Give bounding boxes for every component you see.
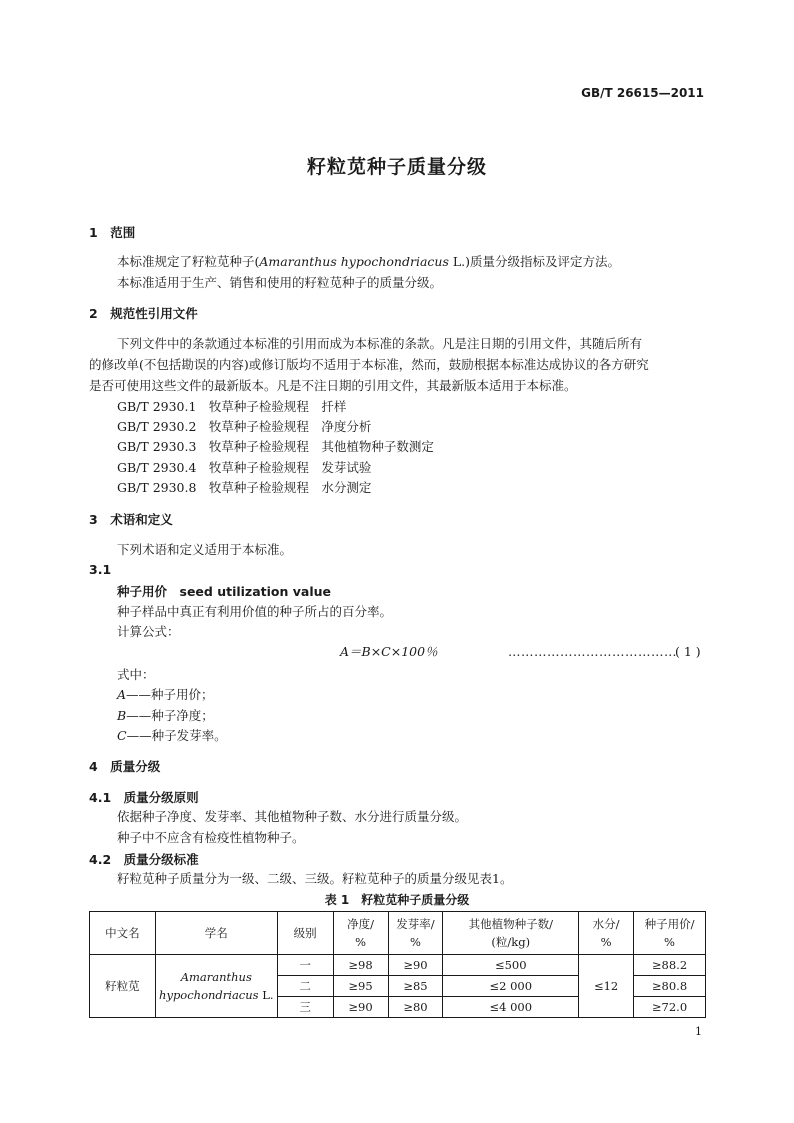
section-1-para-2: 本标准适用于生产、销售和使用的籽粒苋种子的质量分级。 [117,275,443,290]
variable-symbol: B [117,708,127,723]
header-grade: 级别 [277,912,333,955]
document-title: 籽粒苋种子质量分级 [306,156,487,178]
cell-other-seeds: ≤4 000 [443,997,579,1018]
document-code: GB/T 26615—2011 [581,86,704,100]
header-line: (粒/kg) [491,935,531,949]
header-line: 净度/ [347,917,374,931]
header-line: 水分/ [592,917,620,931]
formula: A＝B×C×100％ [340,644,438,659]
variable-definition [117,705,214,726]
section-4-heading: 4 质量分级 [89,759,161,774]
section-3-heading: 3 术语和定义 [89,512,173,527]
section-2-line-2: 的修改单(不包括勘误的内容)或修订版均不适用于本标准，然而，鼓励根据本标准达成协议的各方研究 [89,357,649,372]
subsection-4-1-heading: 4.1 质量分级原则 [89,790,199,805]
text-fragment: )质量分级指标及评定方法。 [465,254,621,269]
header-line: 其他植物种子数/ [468,917,553,931]
table-row [90,955,706,976]
section-2-line-1: 下列文件中的条款通过本标准的引用而成为本标准的条款。凡是注日期的引用文件，其随后所有 [117,336,643,351]
cell-grade: 一 [277,955,333,976]
author-abbrev: L. [258,988,274,1002]
cell-germination: ≥90 [388,955,443,976]
text-fragment: 本标准规定了籽粒苋种子( [117,254,260,269]
scientific-name: hypochondriacus [159,988,259,1002]
cell-sci-name [155,955,277,1018]
header-line: % [355,935,367,949]
quality-grade-table [89,911,706,1018]
cell-grade: 三 [277,997,333,1018]
cell-germination: ≥80 [388,997,443,1018]
formula-number: ( 1 ) [675,644,701,659]
cell-cn-name: 籽粒苋 [90,955,156,1018]
variable-definition [117,725,227,746]
reference-item: GB/T 2930.3 牧草种子检验规程 其他植物种子数测定 [117,439,434,454]
subsection-4-2-heading: 4.2 质量分级标准 [89,852,199,867]
formula-intro: 计算公式： [117,624,180,639]
variable-symbol: C [117,728,127,743]
subsection-4-1-para-2: 种子中不应含有检疫性植物种子。 [117,830,305,845]
cell-purity: ≥98 [333,955,388,976]
formula-leader-dots: ………………………………… [508,644,677,659]
table-header-row [90,912,706,955]
page-number: 1 [695,1025,702,1038]
header-line: % [664,935,675,949]
variable-definition [117,684,214,705]
section-1-para-1 [117,251,620,272]
variable-description: ——种子用价； [126,687,214,702]
header-sci-name: 学名 [155,912,277,955]
header-line: 发芽率/ [396,917,435,931]
variable-description: ——种子发芽率。 [126,728,227,743]
table-caption: 表 1 籽粒苋种子质量分级 [324,893,470,907]
section-2-heading: 2 规范性引用文件 [89,306,198,321]
cell-utilization: ≥80.8 [634,976,706,997]
scientific-name: Amaranthus hypochondriacus [259,254,449,269]
section-2-line-3: 是否可使用这些文件的最新版本。凡是不注日期的引用文件，其最新版本适用于本标准。 [89,378,577,393]
term-definition: 种子样品中真正有利用价值的种子所占的百分率。 [117,604,393,619]
header-other-seeds [443,912,579,955]
cell-other-seeds: ≤2 000 [443,976,579,997]
header-line: % [600,935,612,949]
subsection-4-1-para-1: 依据种子净度、发芽率、其他植物种子数、水分进行质量分级。 [117,809,468,824]
section-3-intro: 下列术语和定义适用于本标准。 [117,542,293,557]
cell-utilization: ≥72.0 [634,997,706,1018]
cell-utilization: ≥88.2 [634,955,706,976]
clause-number: 3.1 [89,562,112,577]
section-1-heading: 1 范围 [89,225,136,240]
author-abbrev: L. [448,254,466,269]
header-cn-name: 中文名 [90,912,156,955]
reference-item: GB/T 2930.1 牧草种子检验规程 扦样 [117,399,347,414]
cell-purity: ≥95 [333,976,388,997]
cell-other-seeds: ≤500 [443,955,579,976]
term-heading: 种子用价 seed utilization value [117,584,331,599]
subsection-4-2-para-1: 籽粒苋种子质量分为一级、二级、三级。籽粒苋种子的质量分级见表1。 [117,871,513,886]
header-purity [333,912,388,955]
reference-item: GB/T 2930.2 牧草种子检验规程 净度分析 [117,419,372,434]
cell-purity: ≥90 [333,997,388,1018]
variable-description: ——种子净度； [126,708,214,723]
header-germination [388,912,443,955]
header-line: % [410,935,421,949]
reference-item: GB/T 2930.4 牧草种子检验规程 发芽试验 [117,460,372,475]
cell-moisture: ≤12 [579,955,634,1018]
scientific-name: Amaranthus [180,970,252,984]
where-label: 式中： [117,667,155,682]
cell-germination: ≥85 [388,976,443,997]
variable-symbol: A [117,687,127,702]
cell-grade: 二 [277,976,333,997]
header-line: 种子用价/ [644,917,695,931]
header-moisture [579,912,634,955]
reference-item: GB/T 2930.8 牧草种子检验规程 水分测定 [117,480,372,495]
header-utilization [634,912,706,955]
